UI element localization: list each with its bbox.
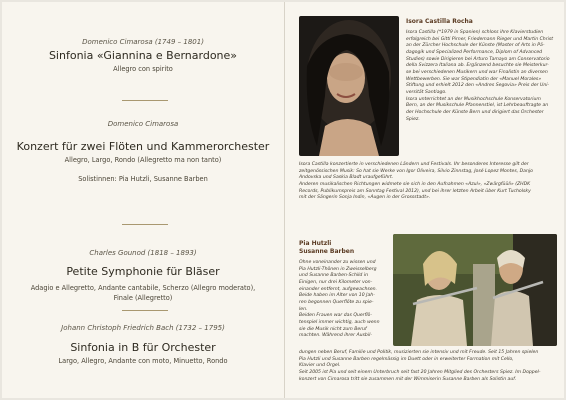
bio-line: len. <box>299 306 308 312</box>
bio-text <box>299 260 389 340</box>
bio-line: erfolgreich bei Gitti Pirner, Friedemann Rieger und Martin Christ <box>406 36 554 42</box>
bio-line: Records, Publikumspreis am Sonntag Festival 2012), und bei ihrer letzten Arbeit über Kurt Tucholsky <box>299 188 531 194</box>
bio-line: Stiftung und erhielt 2012 den «Andres Segovia» Preis der Uni- <box>406 83 550 89</box>
work-title: Sinfonia in B für Orchester <box>70 341 216 354</box>
bio-line: Beiden Frauen war das Querflö- <box>299 313 373 319</box>
bio-line: sie die Musik nicht zum Beruf <box>299 326 367 332</box>
program-item <box>2 38 284 75</box>
composer: Domenico Cimarosa (1749 – 1801) <box>82 38 204 46</box>
movements: Largo, Allegro, Andante con moto, Minuetto, Rondo <box>58 357 228 365</box>
bio-name: Susanne Barben <box>299 248 355 255</box>
movements <box>2 284 284 304</box>
program-page <box>2 2 284 398</box>
separator <box>122 310 168 311</box>
bio-line: Seit 2005 ist Pia und seit einem Unterbruch seit fast 20 Jahren Mitglied des Orchesters Spiez. Im Doppel- <box>299 369 541 375</box>
movements-line: Adagio e Allegretto, Andante cantabile, Scherzo (Allegro moderato), <box>30 284 256 292</box>
bio-line: della Svizzera Italiana ab. Ergänzend besuchte sie Meisterkur- <box>406 63 549 69</box>
bio-line: zeitgenössischen Musik: So hat sie Werke von Igor Oliveira, Silvio Zinnstag, José Lopez Montes, Danjo <box>299 168 533 174</box>
bio-line: Isora Castilla (*1979 in Spanien) schloss ihre Klavierstudien <box>406 30 544 35</box>
movements-line: Finale (Allegretto) <box>113 293 173 302</box>
program-item <box>2 324 284 367</box>
bio-line: der Hochschule der Künste Bern und dirigiert das Orchester <box>406 109 544 115</box>
bio-line: Pia Hutzli-Thönen in Zweisselberg <box>299 266 377 272</box>
bio-line: Studies) sowie Dirigieren bei Arturo Tamayo am Conservatorio <box>406 56 550 62</box>
bio-line: Spiez. <box>406 116 420 122</box>
composer: Johann Christoph Friedrich Bach (1732 – 1795) <box>61 324 225 332</box>
bio-line: Isora Castilla konzertierte in verschiedenen Ländern und Festivals. Ihr besonderes Interesse gilt der <box>299 162 529 167</box>
movements: Allegro, Largo, Rondo (Allegretto ma non tanto) <box>64 156 222 164</box>
bio-line: einander entfernt, aufgewachsen. <box>299 286 378 292</box>
bio-line: se bei verschiedenen Musikern und war Finalistin an diversen <box>406 69 548 75</box>
work-title: Konzert für zwei Flöten und Kammerorchester <box>16 140 270 153</box>
bio-line: Andovska und Saskia Bladt uraufgeführt. <box>299 175 394 181</box>
bio-line: mit der Sängerin Sonja Indin, «Augen in der Grossstadt». <box>299 195 431 201</box>
composer: Domenico Cimarosa <box>107 120 179 128</box>
work-title: Petite Symphonie für Bläser <box>66 265 220 278</box>
soloists-photo <box>393 234 557 346</box>
bio-line: Wettbewerben. Sie war Stipendiatin der «Manuel Morales» <box>406 76 542 82</box>
bio-line: ren begonnen Querflöte zu spie- <box>299 299 374 305</box>
soloists: Solistinnen: Pia Hutzli, Susanne Barben <box>78 174 208 183</box>
separator <box>122 224 168 225</box>
bio-line: Beide haben im Alter von 10 Jah- <box>299 293 375 299</box>
bio-line: und Susanne Barben-Schild in <box>299 273 368 279</box>
bio-text <box>406 30 556 123</box>
bio-line: dagogik und Specialized Performance, Diplom of Advanced <box>406 49 543 55</box>
bio-line: Klavier und Orgel. <box>299 363 341 369</box>
program-item <box>2 120 284 185</box>
bio-line: tenspiel immer wichtig, auch wenn <box>299 319 380 325</box>
biography-page <box>285 2 564 398</box>
bio-line: Bern, an der Musikschule Pfannenstiel, ist Lehrbeauftragte an <box>406 103 549 109</box>
bio-text-wide <box>299 162 556 202</box>
bio-line: dungen neben Beruf, Familie und Politik, musizierten sie intensiv und mit Freude. Seit 15 Jahren spielen <box>299 350 539 355</box>
bio-line: Einigen, nur drei Kilometer von- <box>299 279 373 285</box>
conductor-photo <box>299 16 399 156</box>
bio-line: Pia Hutzli und Susanne Barben regelmässig im Duett oder in erweiterter Formation mit Cello, <box>299 356 514 362</box>
bio-line: konzert von Cimarosa tritt sie zusammen mit der Wimmiserin Susanne Barben als Solistin auf. <box>299 376 517 382</box>
bio-line: versität Santiago. <box>406 89 447 95</box>
separator <box>122 100 168 101</box>
composer: Charles Gounod (1818 – 1893) <box>89 249 197 257</box>
bio-name: Pia Hutzli <box>299 240 332 247</box>
bio-line: Ohne voneinander zu wissen und <box>299 260 376 265</box>
program-sheet <box>2 2 564 398</box>
bio-line: Anderen musikalischen Richtungen widmete sie sich in den Aufnahmen «Azul», «Zwärgfüüli» (ZHDK <box>299 181 531 187</box>
bio-line: an der Zürcher Hochschule der Künste (Master of Arts in Pä- <box>406 43 545 49</box>
program-item <box>2 249 284 304</box>
bio-text-wide <box>299 350 556 383</box>
bio-line: machten. Während ihrer Ausbil- <box>299 333 373 339</box>
work-title: Sinfonia «Giannina e Bernardone» <box>48 49 238 62</box>
bio-name: Isora Castilla Rocha <box>406 18 473 25</box>
bio-line: Isora unterrichtet an der Musikhochschule Konservatorium <box>406 96 541 102</box>
movements: Allegro con spirito <box>113 65 173 73</box>
